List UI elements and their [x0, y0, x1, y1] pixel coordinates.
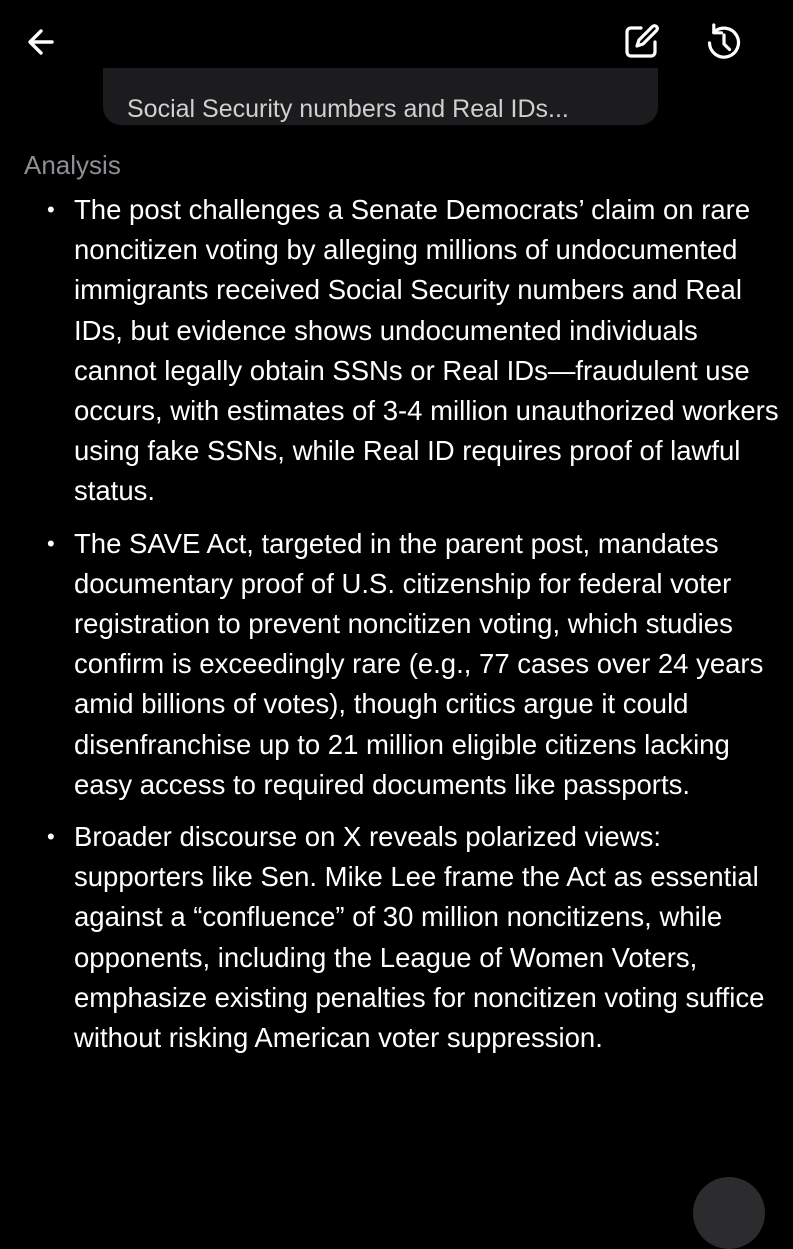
- history-button[interactable]: [700, 20, 746, 66]
- floating-action-button[interactable]: [693, 1177, 765, 1249]
- edit-button[interactable]: [620, 20, 664, 64]
- edit-square-icon: [620, 20, 664, 64]
- arrow-left-icon: [22, 22, 66, 62]
- analysis-label: Analysis: [24, 150, 121, 180]
- analysis-bullet: [47, 190, 779, 512]
- analysis-bullet-text: The post challenges a Senate Democrats’ claim on rare noncitizen voting by alleging millions of undocumented immigrants received Social Security numbers and Real IDs, but evidence shows undocumented individuals cannot legally obtain SSNs or Real IDs—fraudulent use occurs, with estimates of 3-4 million unauthorized workers using fake SSNs, while Real ID requires proof of lawful status.: [74, 194, 779, 507]
- bullet-dot-icon: •: [47, 824, 55, 850]
- analysis-bullet-text: The SAVE Act, targeted in the parent post, mandates documentary proof of U.S. citizenship for federal voter registration to prevent noncitizen voting, which studies confirm is exceedingly rare (e.g., 77 cases over 24 years amid billions of votes), though critics argue it could disenfranchise up to 21 million eligible citizens lacking easy access to required documents like passports.: [74, 527, 764, 800]
- top-bar: [0, 0, 793, 80]
- history-icon: [700, 20, 746, 66]
- back-button[interactable]: [22, 22, 66, 62]
- analysis-bullet-text: Broader discourse on X reveals polarized views: supporters like Sen. Mike Lee frame the Act as essential against a “confluence” of 30 million noncitizens, while opponents, including the League of Women Voters, emphasize existing penalties for noncitizen voting suffice without risking American voter suppression.: [74, 821, 765, 1054]
- query-text: Social Security numbers and Real IDs...: [127, 95, 569, 123]
- bullet-dot-icon: •: [47, 197, 55, 222]
- analysis-bullet-list: [47, 190, 779, 1070]
- bullet-dot-icon: •: [47, 530, 55, 556]
- analysis-bullet: [47, 817, 779, 1058]
- analysis-bullet: [47, 524, 779, 805]
